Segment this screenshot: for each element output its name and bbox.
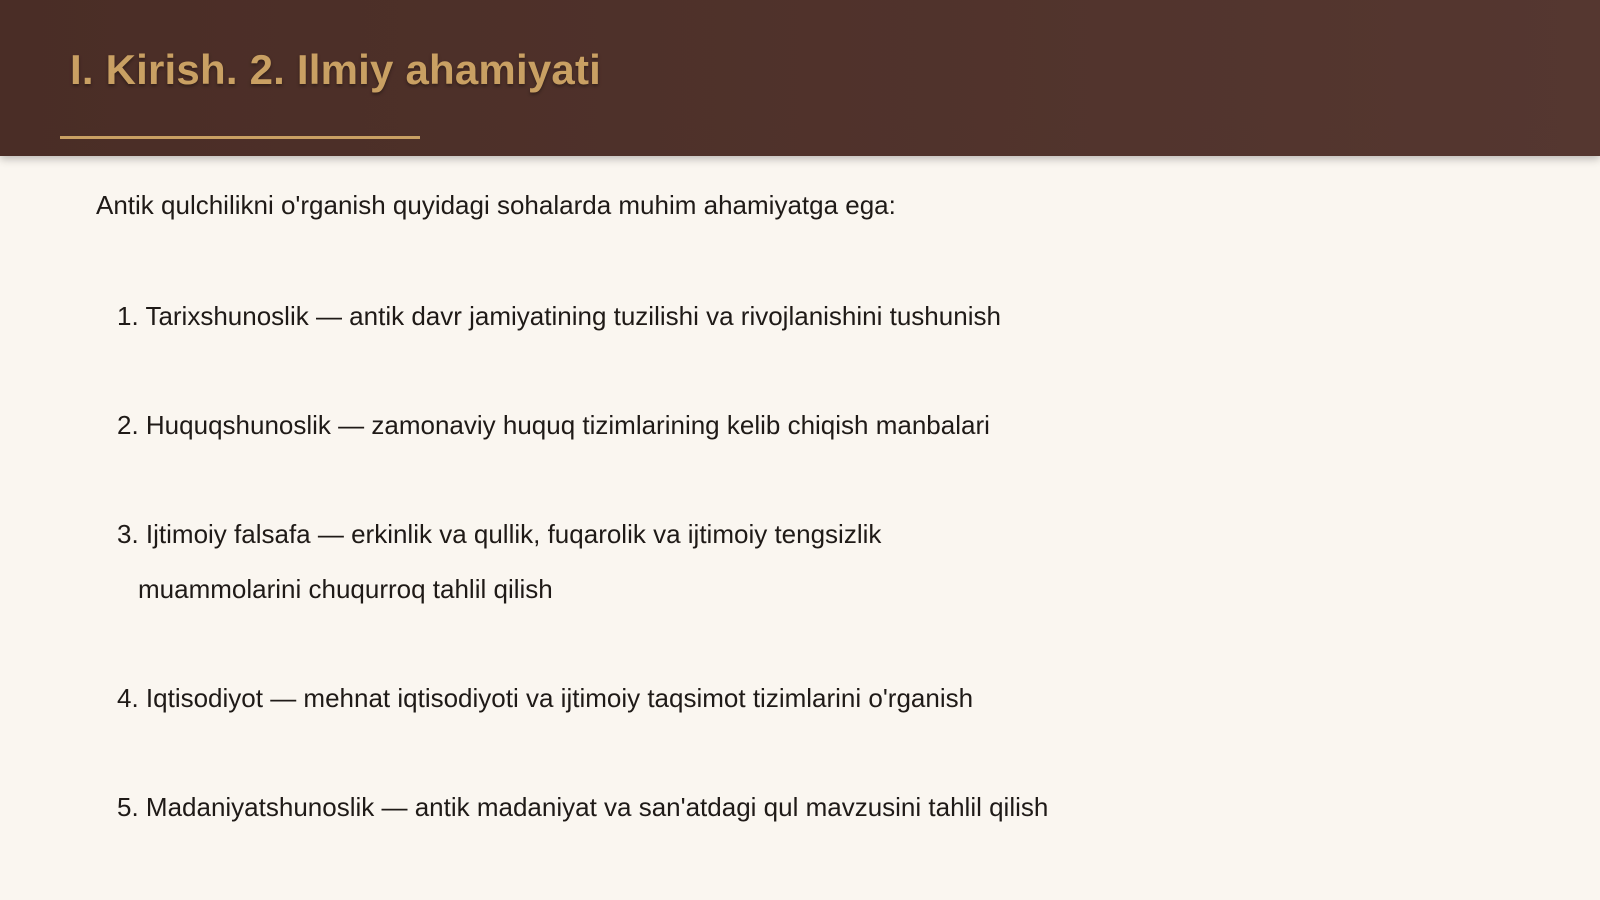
list-item: [117, 671, 973, 726]
list-item-text: 2. Huquqshunoslik — zamonaviy huquq tizimlarining kelib chiqish manbalari: [117, 410, 990, 440]
list-item-text: 5. Madaniyatshunoslik — antik madaniyat va san'atdagi qul mavzusini tahlil qilish: [117, 792, 1049, 822]
slide-title: I. Kirish. 2. Ilmiy ahamiyati: [70, 46, 602, 93]
list-item-text: 1. Tarixshunoslik — antik davr jamiyatining tuzilishi va rivojlanishini tushunish: [117, 301, 1001, 331]
list-item-text: 4. Iqtisodiyot — mehnat iqtisodiyoti va ijtimoiy taqsimot tizimlarini o'rganish: [117, 683, 974, 713]
list-item: [117, 289, 1001, 344]
list-item: [117, 398, 990, 453]
list-item-text-continued: muammolarini chuqurroq tahlil qilish: [138, 574, 553, 604]
slide-header: [0, 0, 1600, 156]
list-item: [117, 507, 881, 617]
title-underline: [60, 136, 420, 139]
list-item: [117, 780, 1048, 835]
intro-text: Antik qulchilikni o'rganish quyidagi sohalarda muhim ahamiyatga ega:: [96, 190, 896, 220]
list-item-text: 3. Ijtimoiy falsafa — erkinlik va qullik, fuqarolik va ijtimoiy tengsizlik: [117, 519, 882, 549]
